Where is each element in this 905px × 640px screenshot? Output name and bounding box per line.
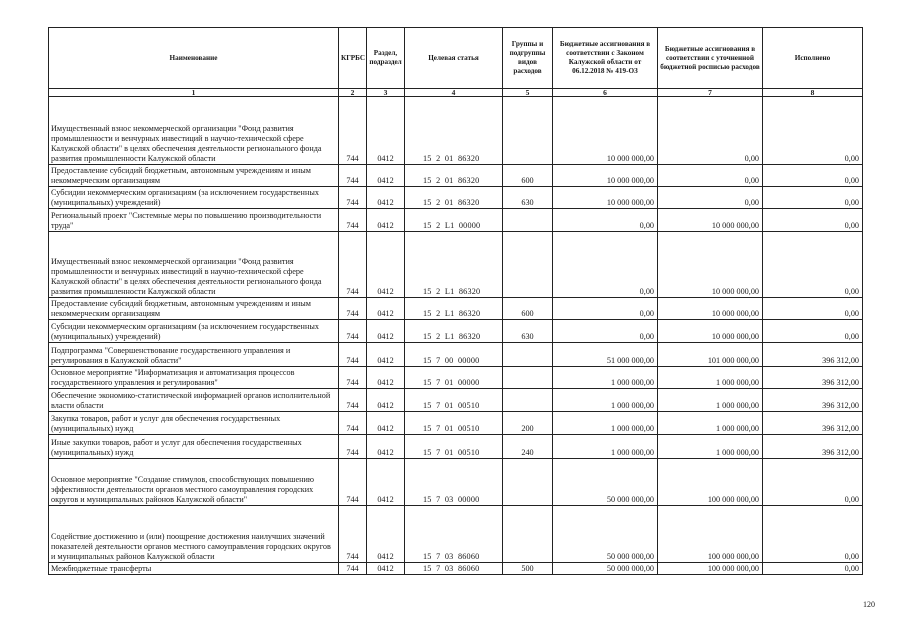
- row-kgrbs-cell: 744: [339, 389, 367, 412]
- row-name-cell: Основное мероприятие "Создание стимулов, способствующих повышению эффективности деятельности органов местного самоуправления городских округов и муниципальных районов Калужской области": [49, 459, 339, 506]
- header-executed: Исполнено: [763, 28, 863, 89]
- column-number: 6: [553, 89, 658, 97]
- row-kgrbs-cell: 744: [339, 97, 367, 165]
- header-name: Наименование: [49, 28, 339, 89]
- page-number: 120: [863, 600, 875, 609]
- row-group-cell: [503, 232, 553, 298]
- row-section-cell: 0412: [367, 298, 405, 320]
- row-kgrbs-cell: 744: [339, 165, 367, 187]
- table-row: [49, 298, 863, 320]
- row-name-cell: Региональный проект "Системные меры по повышению производительности труда": [49, 209, 339, 232]
- row-group-cell: 600: [503, 165, 553, 187]
- row-target-cell: 15 7 01 00000: [405, 367, 503, 389]
- row-section-cell: 0412: [367, 459, 405, 506]
- budget-table-sheet: [48, 27, 862, 575]
- row-group-cell: 200: [503, 412, 553, 435]
- table-row: [49, 435, 863, 459]
- row-budget-refined-cell: 1 000 000,00: [658, 367, 763, 389]
- row-kgrbs-cell: 744: [339, 209, 367, 232]
- row-budget-law-cell: 51 000 000,00: [553, 343, 658, 367]
- row-budget-law-cell: 10 000 000,00: [553, 187, 658, 209]
- row-target-cell: 15 2 01 86320: [405, 187, 503, 209]
- row-kgrbs-cell: 744: [339, 412, 367, 435]
- row-executed-cell: 0,00: [763, 506, 863, 563]
- row-target-cell: 15 2 L1 86320: [405, 298, 503, 320]
- row-group-cell: [503, 389, 553, 412]
- row-budget-refined-cell: 1 000 000,00: [658, 435, 763, 459]
- row-budget-refined-cell: 10 000 000,00: [658, 232, 763, 298]
- row-budget-law-cell: 10 000 000,00: [553, 97, 658, 165]
- column-number: 8: [763, 89, 863, 97]
- header-budget-law: Бюджетные ассигнования в соответствии с Законом Калужской области от 06.12.2018 № 419-ОЗ: [553, 28, 658, 89]
- row-name-cell: Обеспечение экономико-статистической информацией органов исполнительной власти области: [49, 389, 339, 412]
- row-target-cell: 15 7 03 86060: [405, 506, 503, 563]
- header-budget-refined: Бюджетные ассигнования в соответствии с уточненной бюджетной росписью расходов: [658, 28, 763, 89]
- row-target-cell: 15 7 01 00510: [405, 412, 503, 435]
- row-budget-law-cell: 0,00: [553, 298, 658, 320]
- row-budget-law-cell: 1 000 000,00: [553, 367, 658, 389]
- table-row: [49, 97, 863, 165]
- row-group-cell: 600: [503, 298, 553, 320]
- table-row: [49, 412, 863, 435]
- table-row: [49, 232, 863, 298]
- row-target-cell: 15 2 01 86320: [405, 165, 503, 187]
- row-group-cell: 240: [503, 435, 553, 459]
- row-budget-law-cell: 0,00: [553, 320, 658, 343]
- table-row: [49, 343, 863, 367]
- row-executed-cell: 0,00: [763, 209, 863, 232]
- row-name-cell: Имущественный взнос некоммерческой организации "Фонд развития промышленности и венчурных инвестиций в научно-технической сфере Калужской области" в целях обеспечения деятельности регионального фонда развития промышленности Калужской области: [49, 97, 339, 165]
- row-target-cell: 15 2 L1 00000: [405, 209, 503, 232]
- row-group-cell: [503, 506, 553, 563]
- row-budget-refined-cell: 10 000 000,00: [658, 320, 763, 343]
- row-executed-cell: 0,00: [763, 459, 863, 506]
- table-row: [49, 506, 863, 563]
- table-row: [49, 563, 863, 575]
- row-name-cell: Субсидии некоммерческим организациям (за исключением государственных (муниципальных) учреждений): [49, 320, 339, 343]
- table-row: [49, 389, 863, 412]
- row-name-cell: Межбюджетные трансферты: [49, 563, 339, 575]
- row-section-cell: 0412: [367, 412, 405, 435]
- row-target-cell: 15 2 01 86320: [405, 97, 503, 165]
- row-budget-law-cell: 0,00: [553, 232, 658, 298]
- row-budget-refined-cell: 0,00: [658, 187, 763, 209]
- row-kgrbs-cell: 744: [339, 232, 367, 298]
- table-header-row: [49, 28, 863, 89]
- column-number: 2: [339, 89, 367, 97]
- row-group-cell: [503, 459, 553, 506]
- column-number: 7: [658, 89, 763, 97]
- header-target: Целевая статья: [405, 28, 503, 89]
- row-executed-cell: 396 312,00: [763, 343, 863, 367]
- row-section-cell: 0412: [367, 320, 405, 343]
- row-executed-cell: 0,00: [763, 320, 863, 343]
- row-section-cell: 0412: [367, 563, 405, 575]
- row-budget-refined-cell: 0,00: [658, 97, 763, 165]
- row-budget-refined-cell: 100 000 000,00: [658, 506, 763, 563]
- table-row: [49, 459, 863, 506]
- row-name-cell: Иные закупки товаров, работ и услуг для обеспечения государственных (муниципальных) нужд: [49, 435, 339, 459]
- row-target-cell: 15 7 00 00000: [405, 343, 503, 367]
- row-target-cell: 15 7 03 00000: [405, 459, 503, 506]
- row-group-cell: [503, 209, 553, 232]
- row-name-cell: Основное мероприятие "Информатизация и автоматизация процессов государственного управления и регулирования": [49, 367, 339, 389]
- row-kgrbs-cell: 744: [339, 506, 367, 563]
- row-executed-cell: 396 312,00: [763, 435, 863, 459]
- row-section-cell: 0412: [367, 389, 405, 412]
- row-name-cell: Субсидии некоммерческим организациям (за исключением государственных (муниципальных) учреждений): [49, 187, 339, 209]
- header-section: Раздел, подраздел: [367, 28, 405, 89]
- row-group-cell: 500: [503, 563, 553, 575]
- table-row: [49, 209, 863, 232]
- column-number-row: [49, 89, 863, 97]
- header-kgrbs: КГРБС: [339, 28, 367, 89]
- row-budget-refined-cell: 1 000 000,00: [658, 412, 763, 435]
- row-budget-law-cell: 50 000 000,00: [553, 506, 658, 563]
- row-budget-refined-cell: 100 000 000,00: [658, 459, 763, 506]
- row-kgrbs-cell: 744: [339, 563, 367, 575]
- row-name-cell: Подпрограмма "Совершенствование государственного управления и регулирования в Калужской области": [49, 343, 339, 367]
- column-number: 1: [49, 89, 339, 97]
- row-kgrbs-cell: 744: [339, 435, 367, 459]
- row-name-cell: Предоставление субсидий бюджетным, автономным учреждениям и иным некоммерческим организациям: [49, 298, 339, 320]
- row-kgrbs-cell: 744: [339, 459, 367, 506]
- table-row: [49, 165, 863, 187]
- row-budget-refined-cell: 10 000 000,00: [658, 298, 763, 320]
- column-number: 3: [367, 89, 405, 97]
- row-budget-refined-cell: 10 000 000,00: [658, 209, 763, 232]
- row-executed-cell: 0,00: [763, 165, 863, 187]
- row-budget-law-cell: 10 000 000,00: [553, 165, 658, 187]
- row-executed-cell: 0,00: [763, 563, 863, 575]
- row-budget-refined-cell: 0,00: [658, 165, 763, 187]
- row-executed-cell: 396 312,00: [763, 412, 863, 435]
- row-executed-cell: 0,00: [763, 232, 863, 298]
- row-target-cell: 15 7 03 86060: [405, 563, 503, 575]
- row-target-cell: 15 7 01 00510: [405, 389, 503, 412]
- row-name-cell: Закупка товаров, работ и услуг для обеспечения государственных (муниципальных) нужд: [49, 412, 339, 435]
- row-section-cell: 0412: [367, 187, 405, 209]
- row-section-cell: 0412: [367, 343, 405, 367]
- row-budget-law-cell: 1 000 000,00: [553, 435, 658, 459]
- header-groups: Группы и подгруппы видов расходов: [503, 28, 553, 89]
- row-budget-refined-cell: 100 000 000,00: [658, 563, 763, 575]
- row-section-cell: 0412: [367, 97, 405, 165]
- column-number: 5: [503, 89, 553, 97]
- row-section-cell: 0412: [367, 232, 405, 298]
- row-budget-refined-cell: 1 000 000,00: [658, 389, 763, 412]
- row-target-cell: 15 2 L1 86320: [405, 320, 503, 343]
- row-name-cell: Предоставление субсидий бюджетным, автономным учреждениям и иным некоммерческим организациям: [49, 165, 339, 187]
- row-section-cell: 0412: [367, 165, 405, 187]
- row-group-cell: [503, 343, 553, 367]
- row-budget-law-cell: 0,00: [553, 209, 658, 232]
- table-row: [49, 320, 863, 343]
- row-budget-law-cell: 1 000 000,00: [553, 389, 658, 412]
- table-row: [49, 187, 863, 209]
- row-kgrbs-cell: 744: [339, 298, 367, 320]
- row-budget-law-cell: 50 000 000,00: [553, 459, 658, 506]
- row-executed-cell: 0,00: [763, 298, 863, 320]
- row-budget-refined-cell: 101 000 000,00: [658, 343, 763, 367]
- table-body: [49, 97, 863, 575]
- row-executed-cell: 0,00: [763, 97, 863, 165]
- row-kgrbs-cell: 744: [339, 343, 367, 367]
- row-kgrbs-cell: 744: [339, 367, 367, 389]
- row-budget-law-cell: 50 000 000,00: [553, 563, 658, 575]
- row-group-cell: 630: [503, 187, 553, 209]
- row-kgrbs-cell: 744: [339, 320, 367, 343]
- row-section-cell: 0412: [367, 435, 405, 459]
- row-kgrbs-cell: 744: [339, 187, 367, 209]
- row-executed-cell: 396 312,00: [763, 389, 863, 412]
- row-name-cell: Имущественный взнос некоммерческой организации "Фонд развития промышленности и венчурных инвестиций в научно-технической сфере Калужской области" в целях обеспечения деятельности регионального фонда развития промышленности Калужской области: [49, 232, 339, 298]
- row-section-cell: 0412: [367, 209, 405, 232]
- row-executed-cell: 0,00: [763, 187, 863, 209]
- row-group-cell: 630: [503, 320, 553, 343]
- row-budget-law-cell: 1 000 000,00: [553, 412, 658, 435]
- table-row: [49, 367, 863, 389]
- budget-table: [48, 27, 863, 575]
- row-target-cell: 15 2 L1 86320: [405, 232, 503, 298]
- row-name-cell: Содействие достижению и (или) поощрение достижения наилучших значений показателей деятельности органов местного самоуправления городских округов и муниципальных районов Калужской области: [49, 506, 339, 563]
- row-group-cell: [503, 97, 553, 165]
- row-executed-cell: 396 312,00: [763, 367, 863, 389]
- row-target-cell: 15 7 01 00510: [405, 435, 503, 459]
- row-group-cell: [503, 367, 553, 389]
- row-section-cell: 0412: [367, 506, 405, 563]
- column-number: 4: [405, 89, 503, 97]
- row-section-cell: 0412: [367, 367, 405, 389]
